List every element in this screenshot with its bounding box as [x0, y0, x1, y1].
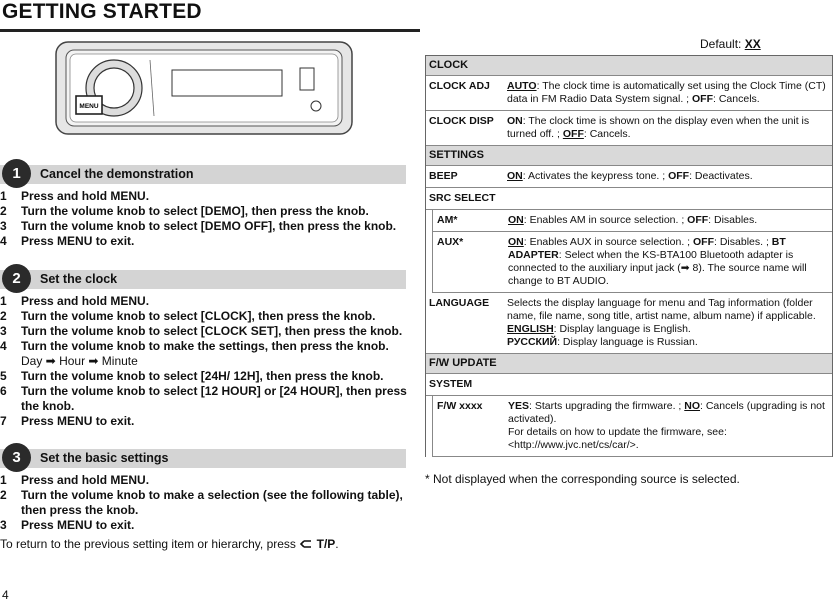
step-item [0, 339, 412, 369]
table-row [433, 232, 832, 293]
table-row [426, 76, 832, 111]
step-number: 3 [0, 518, 7, 532]
section-1-number: 1 [2, 159, 31, 188]
step-item [0, 234, 412, 249]
step-text: Turn the volume knob to select [CLOCK], then press the knob. [21, 309, 376, 323]
step-sub-text: Day ➡ Hour ➡ Minute [21, 354, 138, 368]
section-2-header [0, 270, 406, 289]
step-number: 4 [0, 234, 7, 248]
setting-desc: ON: Activates the keypress tone. ; OFF: Deactivates. [507, 170, 753, 182]
section-1-steps [0, 189, 412, 249]
section-3-steps [0, 473, 412, 533]
step-text: Turn the volume knob to make the settings, then press the knob. [21, 339, 389, 353]
title-rule [0, 29, 420, 32]
step-item [0, 189, 412, 204]
step-text: Press and hold MENU. [21, 294, 150, 308]
table-row [433, 210, 832, 232]
step-item [0, 204, 412, 219]
section-2-number: 2 [2, 264, 31, 293]
step-number: 5 [0, 369, 7, 383]
system-group [432, 396, 832, 457]
step-text: Turn the volume knob to select [CLOCK SET], then press the knob. [21, 324, 403, 338]
setting-key: LANGUAGE [429, 297, 490, 309]
step-text: Turn the volume knob to select [DEMO], then press the knob. [21, 204, 369, 218]
setting-desc: ON: Enables AM in source selection. ; OFF: Disables. [508, 214, 758, 226]
return-note [0, 537, 339, 551]
category-settings: SETTINGS [426, 146, 832, 166]
step-item [0, 414, 412, 429]
setting-desc: ON: The clock time is shown on the display even when the unit is turned off. ; OFF: Cancels. [507, 115, 810, 140]
table-row [426, 293, 832, 354]
step-item [0, 384, 412, 414]
step-number: 2 [0, 204, 7, 218]
system-header: SYSTEM [426, 374, 832, 396]
table-row [426, 111, 832, 146]
return-note-text: To return to the previous setting item or hierarchy, press [0, 537, 296, 551]
step-text: Press MENU to exit. [21, 414, 135, 428]
step-text: Press and hold MENU. [21, 189, 150, 203]
setting-key: AUX* [437, 236, 464, 248]
step-text: Press MENU to exit. [21, 234, 135, 248]
step-number: 3 [0, 324, 7, 338]
step-number: 2 [0, 309, 7, 323]
setting-key: CLOCK ADJ [429, 80, 490, 92]
setting-desc: YES: Starts upgrading the firmware. ; NO: Cancels (upgrading is not activated). For details on how to update the firmware, see: <http://www.jvc.net/cs/car/>. [508, 400, 825, 451]
section-2-steps [0, 294, 412, 429]
setting-desc: AUTO: The clock time is automatically set using the Clock Time (CT) data in FM Radio Data System signal. ; OFF: Cancels. [507, 80, 826, 105]
page-number: 4 [2, 588, 9, 602]
back-arrow-icon [299, 539, 313, 549]
default-label: Default: [700, 37, 742, 51]
step-text: Turn the volume knob to select [DEMO OFF], then press the knob. [21, 219, 397, 233]
setting-key: F/W xxxx [437, 400, 483, 412]
setting-desc: ON: Enables AUX in source selection. ; OFF: Disables. ; BT ADAPTER: Select when the KS-BTA100 Bluetooth adapter is connected to the auxiliary input jack (➡ 8). The source name will change to BT AUDIO. [508, 236, 807, 287]
step-text: Press MENU to exit. [21, 518, 135, 532]
step-item [0, 309, 412, 324]
section-3-header [0, 449, 406, 468]
step-item [0, 473, 412, 488]
category-clock: CLOCK [426, 56, 832, 76]
step-item [0, 369, 412, 384]
default-marker: XX [744, 37, 761, 51]
section-2-title: Set the clock [40, 272, 118, 286]
step-number: 6 [0, 384, 7, 398]
settings-table [425, 55, 833, 457]
section-3-title: Set the basic settings [40, 451, 169, 465]
return-note-key: T/P [316, 537, 336, 551]
step-item [0, 294, 412, 309]
step-number: 1 [0, 473, 7, 487]
step-number: 3 [0, 219, 7, 233]
setting-key: AM* [437, 214, 458, 226]
setting-key: BEEP [429, 170, 458, 182]
category-fw-update: F/W UPDATE [426, 354, 832, 374]
step-number: 1 [0, 189, 7, 203]
setting-key: CLOCK DISP [429, 115, 494, 127]
step-item [0, 488, 412, 518]
table-row [426, 166, 832, 188]
table-row [433, 396, 832, 457]
src-select-group [432, 210, 832, 293]
section-1-header [0, 165, 406, 184]
section-1-title: Cancel the demonstration [40, 167, 194, 181]
car-stereo-illustration [54, 40, 354, 136]
return-note-suffix: . [335, 537, 339, 551]
step-number: 4 [0, 339, 7, 353]
step-text: Press and hold MENU. [21, 473, 150, 487]
page-title: GETTING STARTED [2, 0, 202, 23]
menu-button-label: MENU [79, 103, 99, 110]
footnote: * Not displayed when the corresponding source is selected. [425, 472, 740, 486]
step-number: 2 [0, 488, 7, 502]
step-text: Turn the volume knob to select [24H/ 12H], then press the knob. [21, 369, 384, 383]
step-text: Turn the volume knob to select [12 HOUR] or [24 HOUR], then press the knob. [21, 384, 407, 413]
src-select-header: SRC SELECT [426, 188, 832, 210]
step-number: 1 [0, 294, 7, 308]
default-legend [700, 37, 761, 51]
step-item [0, 518, 412, 533]
section-3-number: 3 [2, 443, 31, 472]
setting-desc: Selects the display language for menu and Tag information (folder name, file name, song title, artist name, album name) if applicable. ENGLISH: Display language is English. РУССКИЙ: Display language is Russian. [507, 297, 816, 348]
step-item [0, 219, 412, 234]
step-text: Turn the volume knob to make a selection (see the following table), then press the knob. [21, 488, 403, 517]
step-item [0, 324, 412, 339]
step-number: 7 [0, 414, 7, 428]
